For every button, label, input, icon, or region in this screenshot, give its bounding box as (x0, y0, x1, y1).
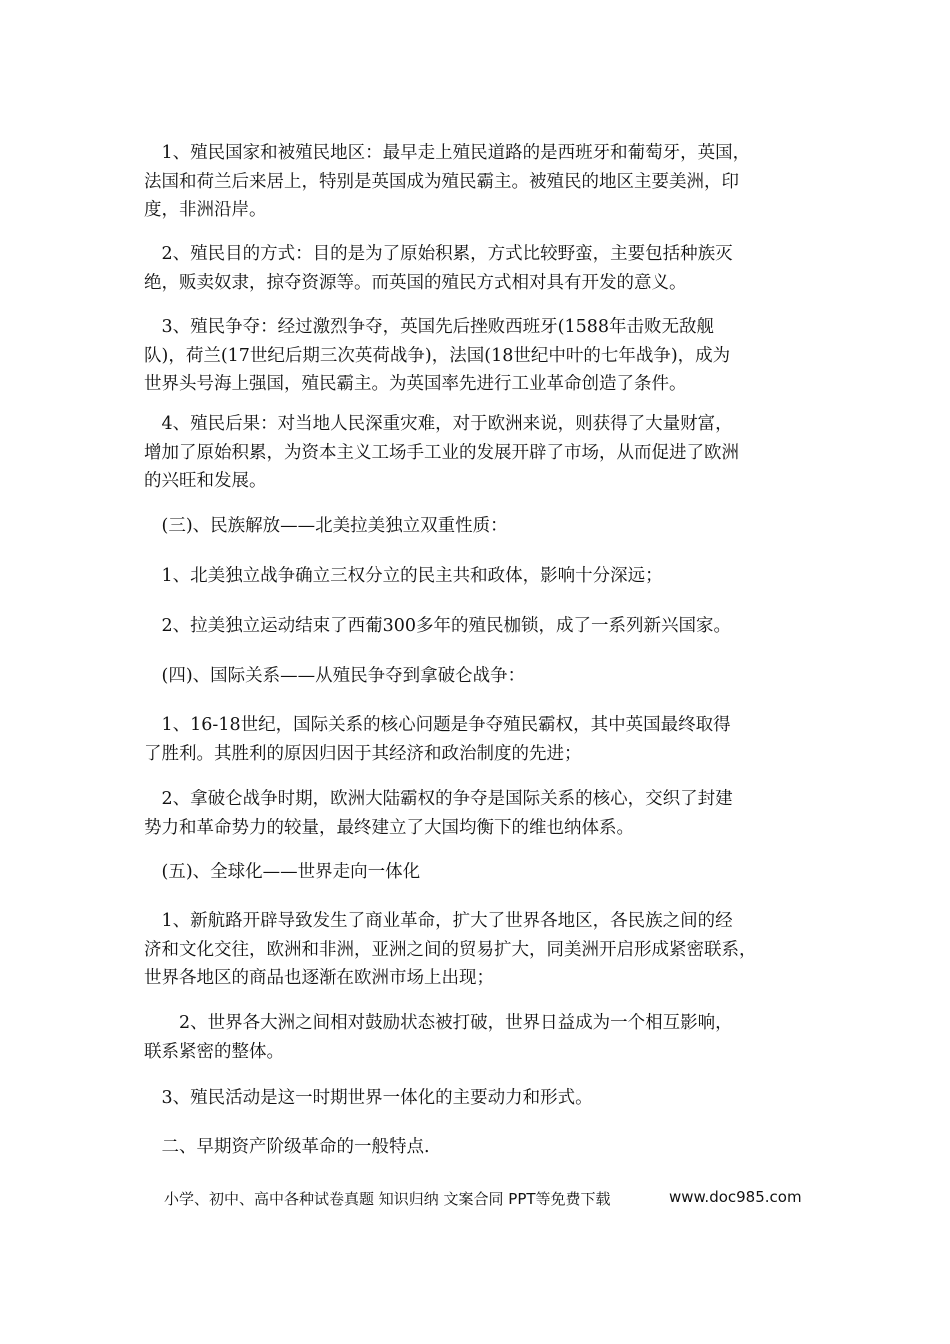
text-line: 势力和革命势力的较量，最终建立了大国均衡下的维也纳体系。 (144, 817, 634, 838)
paragraph-international-relations (144, 711, 820, 768)
text-line: (三)、民族解放——北美拉美独立双重性质： (144, 516, 508, 536)
paragraph-new-routes (144, 907, 820, 993)
paragraph-colonial-competition (144, 313, 820, 399)
paragraph-colonial-activity (144, 1084, 820, 1113)
text-line: 的兴旺和发展。 (144, 471, 267, 491)
paragraph-colonial-countries (144, 139, 820, 225)
text-line: 度，非洲沿岸。 (144, 200, 267, 220)
paragraph-continents (144, 1009, 820, 1066)
text-line: (五)、全球化——世界走向一体化 (144, 862, 421, 882)
text-line: 世界各地区的商品也逐渐在欧洲市场上出现； (144, 968, 494, 988)
text-line: 世界头号海上强国，殖民霸主。为英国率先进行工业革命创造了条件。 (144, 374, 687, 394)
text-line: 1、北美独立战争确立三权分立的民主共和政体，影响十分深远； (144, 566, 663, 586)
text-line: 2、拿破仑战争时期，欧洲大陆霸权的争夺是国际关系的核心，交织了封建 (144, 789, 733, 809)
text-line: 队)，荷兰(17世纪后期三次英荷战争)，法国(18世纪中叶的七年战争)，成为 (144, 345, 731, 366)
section-heading-3 (144, 512, 820, 541)
footer-url: www.doc985.com (669, 1188, 802, 1206)
text-line: (四)、国际关系——从殖民争夺到拿破仑战争： (144, 666, 526, 686)
text-line: 2、殖民目的方式：目的是为了原始积累，方式比较野蛮，主要包括种族灭 (144, 244, 733, 264)
paragraph-colonial-purpose (144, 240, 820, 297)
paragraph-latin-america (144, 612, 820, 641)
text-line: 2、拉美独立运动结束了西葡300多年的殖民枷锁，成了一系列新兴国家。 (144, 616, 732, 636)
text-line: 1、殖民国家和被殖民地区：最早走上殖民道路的是西班牙和葡萄牙，英国， (144, 143, 751, 163)
text-line: 了胜利。其胜利的原因归因于其经济和政治制度的先进； (144, 743, 582, 764)
text-line: 3、殖民活动是这一时期世界一体化的主要动力和形式。 (144, 1088, 593, 1108)
text-line: 2、世界各大洲之间相对鼓励状态被打破，世界日益成为一个相互影响， (144, 1013, 733, 1033)
text-line: 4、殖民后果：对当地人民深重灾难，对于欧洲来说，则获得了大量财富， (144, 414, 733, 434)
text-line: 济和文化交往，欧洲和非洲，亚洲之间的贸易扩大，同美洲开启形成紧密联系， (144, 939, 757, 960)
text-line: 联系紧密的整体。 (144, 1041, 284, 1062)
text-line: 1、新航路开辟导致发生了商业革命，扩大了世界各地区，各民族之间的经 (144, 911, 733, 931)
text-line: 3、殖民争夺：经过激烈争夺，英国先后挫败西班牙(1588年击败无敌舰 (144, 317, 714, 337)
section-heading-4 (144, 662, 820, 691)
paragraph-north-america (144, 562, 820, 591)
paragraph-colonial-consequences (144, 410, 820, 496)
section-heading-5 (144, 858, 820, 887)
section-heading-2 (144, 1133, 820, 1162)
text-line: 1、16-18世纪，国际关系的核心问题是争夺殖民霸权，其中英国最终取得 (144, 715, 731, 735)
text-line: 绝，贩卖奴隶，掠夺资源等。而英国的殖民方式相对具有开发的意义。 (144, 272, 687, 293)
text-line: 法国和荷兰后来居上，特别是英国成为殖民霸主。被殖民的地区主要美洲，印 (144, 171, 739, 192)
text-line: 增加了原始积累，为资本主义工场手工业的发展开辟了市场，从而促进了欧洲 (144, 442, 739, 463)
paragraph-napoleonic-wars (144, 785, 820, 842)
text-line: 二、早期资产阶级革命的一般特点. (144, 1137, 430, 1157)
footer-text: 小学、初中、高中各种试卷真题 知识归纳 文案合同 PPT等免费下载 (164, 1190, 611, 1208)
